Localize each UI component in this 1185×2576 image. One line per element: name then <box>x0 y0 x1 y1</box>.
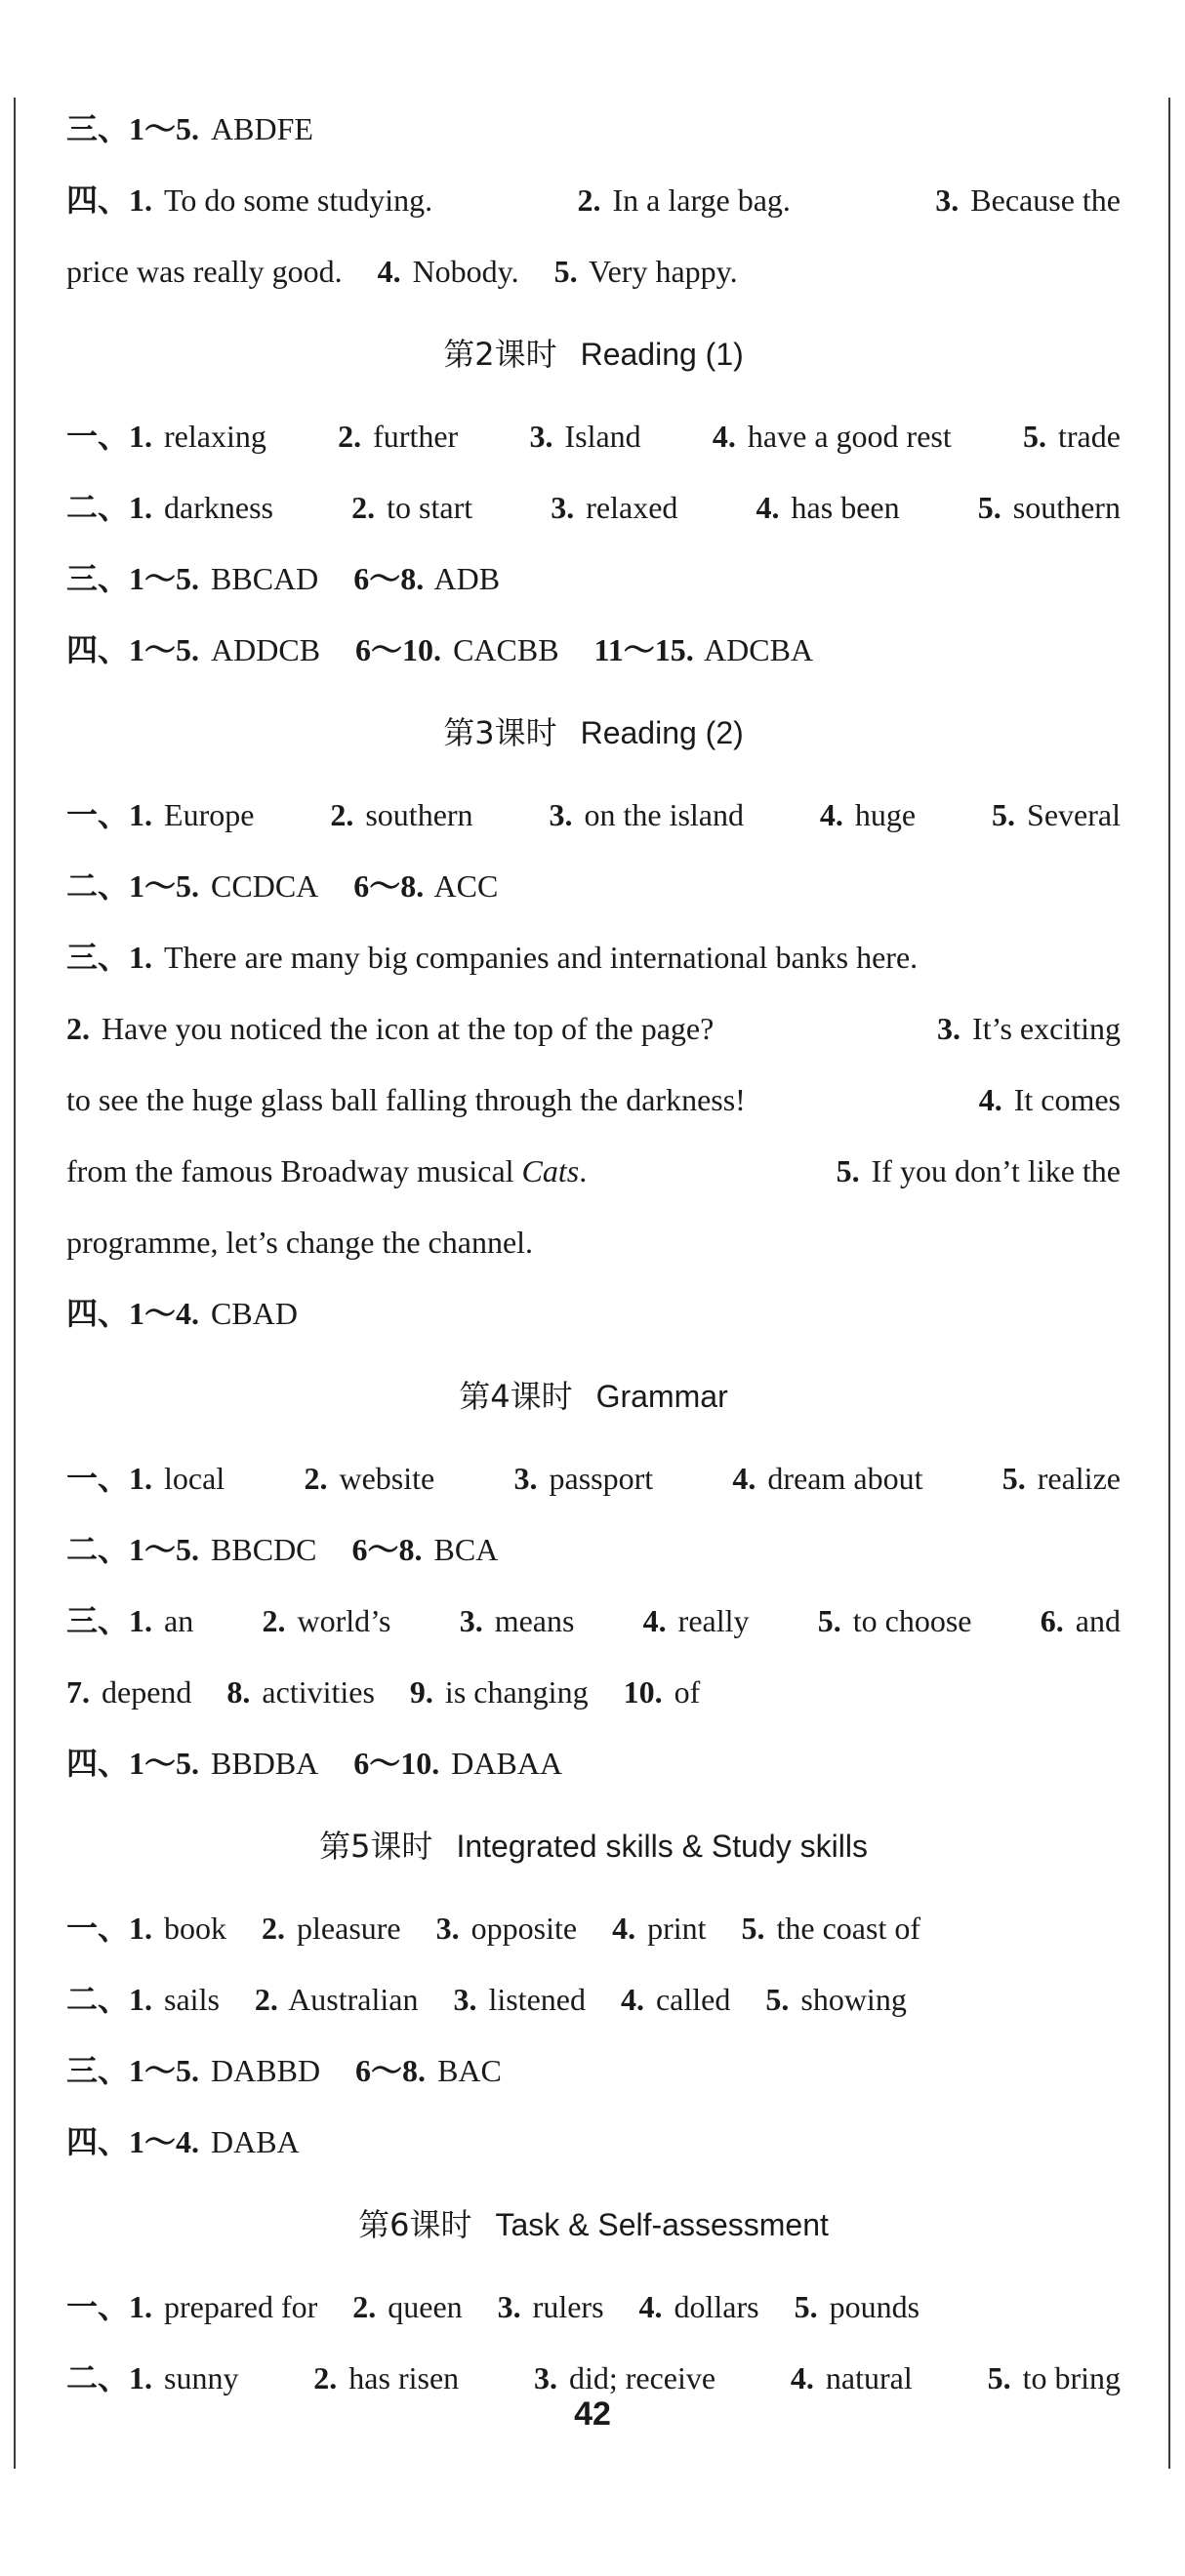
answer-content <box>66 94 1121 2414</box>
lesson-number: 第6课时 <box>358 2206 472 2243</box>
answer-line <box>66 1657 1121 1728</box>
answer-text: Have you noticed the icon at the top of the page? <box>102 1011 715 1046</box>
answer-text: pleasure <box>297 1911 401 1946</box>
item-number: 5. <box>992 797 1016 832</box>
answer-text: world’s <box>297 1603 391 1638</box>
answer-text: to start <box>387 490 473 525</box>
item-number: 1. <box>129 419 153 454</box>
item-number: 4. <box>642 1603 667 1638</box>
item-number: 5. <box>553 254 578 289</box>
answer-text: has risen <box>348 2360 460 2395</box>
section-marker: 三、 <box>66 1602 130 1639</box>
lesson-title: Reading (2) <box>580 715 744 750</box>
answer-line <box>66 165 1121 236</box>
left-margin-rule <box>14 98 16 2469</box>
section-marker: 一、 <box>66 418 130 455</box>
answer-text: Very happy. <box>589 254 738 289</box>
answer-text: from the famous Broadway musical <box>66 1153 514 1188</box>
answer-text: Nobody. <box>412 254 519 289</box>
answer-line <box>66 1514 1121 1586</box>
item-number: 1. <box>129 2360 153 2395</box>
answer-line <box>66 543 1121 615</box>
item-number: 4. <box>819 797 843 832</box>
item-number: 2. <box>313 2360 338 2395</box>
answer-line <box>66 236 1121 307</box>
item-number: 3. <box>935 182 960 218</box>
item-number: 3. <box>529 419 553 454</box>
answer-line <box>66 401 1121 472</box>
lesson-heading <box>66 1349 1121 1443</box>
item-number: 3. <box>513 1461 538 1496</box>
answer-text: In a large bag. <box>612 182 791 218</box>
right-margin-rule <box>1168 98 1170 2469</box>
item-number: 4. <box>638 2289 663 2324</box>
answer-text: of <box>674 1674 701 1710</box>
answer-text: local <box>164 1461 225 1496</box>
answer-text: has been <box>791 490 900 525</box>
item-number: 3. <box>533 2360 557 2395</box>
item-number: 3. <box>551 490 575 525</box>
answer-text: DABA <box>211 2124 300 2159</box>
item-number: 5. <box>1023 419 1046 454</box>
item-number: 9. <box>409 1674 433 1710</box>
answer-text: Island <box>564 419 641 454</box>
answer-text: realize <box>1037 1461 1121 1496</box>
answer-text: opposite <box>470 1911 578 1946</box>
lesson-number: 第5课时 <box>319 1828 433 1865</box>
item-number: 1. <box>129 797 153 832</box>
answer-text: ADB <box>433 561 501 596</box>
answer-text: BCA <box>433 1532 499 1567</box>
item-range: 1～5. <box>129 1532 200 1567</box>
answer-text: activities <box>262 1674 375 1710</box>
lesson-title: Reading (1) <box>580 337 744 372</box>
answer-text: Several <box>1027 797 1121 832</box>
section-marker: 二、 <box>66 2359 130 2396</box>
item-number: 2. <box>262 1603 286 1638</box>
answer-text: the coast of <box>776 1911 920 1946</box>
item-number: 3. <box>453 1982 477 2017</box>
answer-text: BBCDC <box>211 1532 317 1567</box>
item-range: 1～5. <box>129 2053 200 2088</box>
item-number: 5. <box>817 1603 841 1638</box>
answer-text: called <box>655 1982 731 2017</box>
item-number: 8. <box>226 1674 251 1710</box>
answer-text: If you don’t like the <box>871 1153 1121 1188</box>
section-marker: 四、 <box>66 181 130 219</box>
answer-line <box>66 780 1121 851</box>
answer-line <box>66 922 1121 993</box>
item-number: 4. <box>978 1082 1002 1117</box>
answer-line <box>66 94 1121 165</box>
item-number: 10. <box>623 1674 663 1710</box>
item-number: 2. <box>254 1982 278 2017</box>
section-marker: 三、 <box>66 2052 130 2089</box>
item-range: 1～5. <box>129 561 200 596</box>
item-number: 2. <box>351 490 376 525</box>
item-range: 6～8. <box>353 561 425 596</box>
answer-text: prepared for <box>164 2289 318 2324</box>
lesson-title: Task & Self-assessment <box>495 2207 829 2242</box>
item-number: 4. <box>620 1982 644 2017</box>
item-range: 1～5. <box>129 868 200 904</box>
lesson-heading <box>66 2178 1121 2272</box>
answer-line <box>66 1207 1121 1278</box>
answer-text: ADDCB <box>211 632 321 667</box>
item-number: 5. <box>836 1153 860 1188</box>
answer-line <box>66 2035 1121 2107</box>
answer-line <box>66 2107 1121 2178</box>
answer-text: Europe <box>164 797 255 832</box>
section-marker: 四、 <box>66 1745 130 1782</box>
punctuation: . <box>579 1153 588 1188</box>
item-number: 1. <box>129 490 153 525</box>
answer-text: It comes <box>1013 1082 1121 1117</box>
answer-text: DABBD <box>211 2053 321 2088</box>
answer-line <box>66 1065 1121 1136</box>
lesson-heading <box>66 686 1121 780</box>
lesson-number: 第3课时 <box>443 714 557 751</box>
answer-line <box>66 615 1121 686</box>
lesson-heading <box>66 1799 1121 1893</box>
answer-line <box>66 851 1121 922</box>
answer-text: DABAA <box>451 1746 563 1781</box>
answer-text: to bring <box>1022 2360 1121 2395</box>
item-number: 1. <box>129 1603 153 1638</box>
answer-text: book <box>164 1911 227 1946</box>
answer-text: relaxed <box>586 490 678 525</box>
answer-text: and <box>1075 1603 1121 1638</box>
answer-text: There are many big companies and international banks here. <box>164 940 919 975</box>
answer-text: southern <box>1012 490 1121 525</box>
answer-text: an <box>164 1603 194 1638</box>
item-number: 5. <box>741 1911 765 1946</box>
section-marker: 四、 <box>66 631 130 668</box>
answer-text: darkness <box>164 490 273 525</box>
answer-text: is changing <box>444 1674 589 1710</box>
item-number: 3. <box>937 1011 961 1046</box>
answer-line <box>66 2272 1121 2343</box>
item-range: 1～4. <box>129 2124 200 2159</box>
answer-text: sunny <box>164 2360 239 2395</box>
answer-text: ACC <box>433 868 499 904</box>
section-marker: 三、 <box>66 939 130 976</box>
item-number: 1. <box>129 1461 153 1496</box>
answer-text: southern <box>365 797 473 832</box>
item-number: 2. <box>304 1461 328 1496</box>
item-number: 1. <box>129 2289 153 2324</box>
answer-text: It’s exciting <box>972 1011 1121 1046</box>
answer-text: further <box>373 419 459 454</box>
item-number: 2. <box>330 797 354 832</box>
item-range: 6～10. <box>355 632 442 667</box>
answer-line <box>66 1586 1121 1657</box>
answer-line <box>66 1136 1121 1207</box>
item-range: 1～5. <box>129 1746 200 1781</box>
item-number: 3. <box>549 797 573 832</box>
item-number: 1. <box>129 1982 153 2017</box>
answer-text: dollars <box>674 2289 759 2324</box>
lesson-title: Grammar <box>595 1379 728 1414</box>
item-number: 5. <box>765 1982 790 2017</box>
section-marker: 三、 <box>66 560 130 597</box>
lesson-heading <box>66 307 1121 401</box>
item-range: 1～5. <box>129 111 200 146</box>
answer-text: website <box>339 1461 435 1496</box>
item-number: 3. <box>497 2289 521 2324</box>
lesson-number: 第4课时 <box>459 1378 573 1415</box>
item-number: 3. <box>435 1911 460 1946</box>
answer-line <box>66 1278 1121 1349</box>
item-range: 1～4. <box>129 1296 200 1331</box>
answer-text: listened <box>488 1982 586 2017</box>
answer-line <box>66 472 1121 543</box>
section-marker: 二、 <box>66 1981 130 2018</box>
section-marker: 四、 <box>66 1295 130 1332</box>
answer-text: really <box>677 1603 750 1638</box>
answer-text: ABDFE <box>211 111 313 146</box>
answer-line <box>66 1964 1121 2035</box>
page-number: 42 <box>574 2395 611 2433</box>
answer-text: Because the <box>970 182 1121 218</box>
item-number: 4. <box>756 490 780 525</box>
section-marker: 二、 <box>66 867 130 905</box>
musical-title: Cats <box>521 1153 580 1188</box>
item-range: 6～10. <box>353 1746 440 1781</box>
item-range: 1～5. <box>129 632 200 667</box>
answer-text: have a good rest <box>747 419 952 454</box>
answer-text: price was really good. <box>66 254 343 289</box>
item-number: 5. <box>794 2289 818 2324</box>
answer-text: on the island <box>584 797 744 832</box>
item-number: 4. <box>377 254 401 289</box>
answer-text: BBDBA <box>211 1746 319 1781</box>
section-marker: 一、 <box>66 1460 130 1497</box>
answer-line <box>66 1728 1121 1799</box>
item-range: 6～8. <box>355 2053 427 2088</box>
item-number: 4. <box>790 2360 814 2395</box>
answer-text: trade <box>1058 419 1121 454</box>
answer-text: queen <box>388 2289 463 2324</box>
item-range: 6～8. <box>353 868 425 904</box>
answer-text: passport <box>549 1461 654 1496</box>
item-number: 1. <box>129 940 153 975</box>
item-number: 7. <box>66 1674 90 1710</box>
answer-text: relaxing <box>164 419 266 454</box>
answer-text: did; receive <box>568 2360 716 2395</box>
item-range: 6～8. <box>351 1532 423 1567</box>
item-number: 4. <box>612 1911 636 1946</box>
section-marker: 二、 <box>66 489 130 526</box>
answer-text: rulers <box>532 2289 604 2324</box>
section-marker: 一、 <box>66 1910 130 1947</box>
item-number: 5. <box>977 490 1001 525</box>
answer-text: pounds <box>829 2289 920 2324</box>
item-number: 5. <box>987 2360 1011 2395</box>
answer-text: BBCAD <box>211 561 319 596</box>
item-number: 2. <box>577 182 601 218</box>
answer-text: CCDCA <box>211 868 319 904</box>
answer-text: depend <box>102 1674 192 1710</box>
answer-text: programme, let’s change the channel. <box>66 1225 534 1260</box>
section-marker: 一、 <box>66 796 130 833</box>
answer-text: to choose <box>852 1603 972 1638</box>
section-marker: 二、 <box>66 1531 130 1568</box>
item-number: 1. <box>129 182 153 218</box>
answer-text: CACBB <box>453 632 559 667</box>
answer-text: means <box>494 1603 575 1638</box>
item-number: 5. <box>1001 1461 1026 1496</box>
answer-text: ADCBA <box>704 632 814 667</box>
item-number: 2. <box>352 2289 377 2324</box>
section-marker: 三、 <box>66 110 130 147</box>
answer-text: Australian <box>288 1982 419 2017</box>
answer-text: dream about <box>767 1461 923 1496</box>
item-number: 6. <box>1040 1603 1064 1638</box>
answer-text: showing <box>800 1982 907 2017</box>
item-range: 11～15. <box>593 632 694 667</box>
section-marker: 一、 <box>66 2288 130 2325</box>
section-marker: 四、 <box>66 2123 130 2160</box>
answer-text: huge <box>854 797 917 832</box>
item-number: 4. <box>712 419 736 454</box>
answer-text: To do some studying. <box>164 182 433 218</box>
item-number: 1. <box>129 1911 153 1946</box>
lesson-number: 第2课时 <box>443 336 557 373</box>
item-number: 4. <box>732 1461 756 1496</box>
item-number: 2. <box>338 419 362 454</box>
answer-text: print <box>647 1911 707 1946</box>
answer-text: natural <box>825 2360 913 2395</box>
lesson-title: Integrated skills & Study skills <box>456 1829 868 1864</box>
answer-text: CBAD <box>211 1296 298 1331</box>
item-number: 2. <box>66 1011 90 1046</box>
answer-text: BAC <box>437 2053 502 2088</box>
answer-text: sails <box>164 1982 220 2017</box>
item-number: 3. <box>459 1603 483 1638</box>
answer-line <box>66 993 1121 1065</box>
answer-text: to see the huge glass ball falling through the darkness! <box>66 1082 746 1117</box>
answer-line <box>66 1443 1121 1514</box>
item-number: 2. <box>262 1911 286 1946</box>
answer-line <box>66 1893 1121 1964</box>
